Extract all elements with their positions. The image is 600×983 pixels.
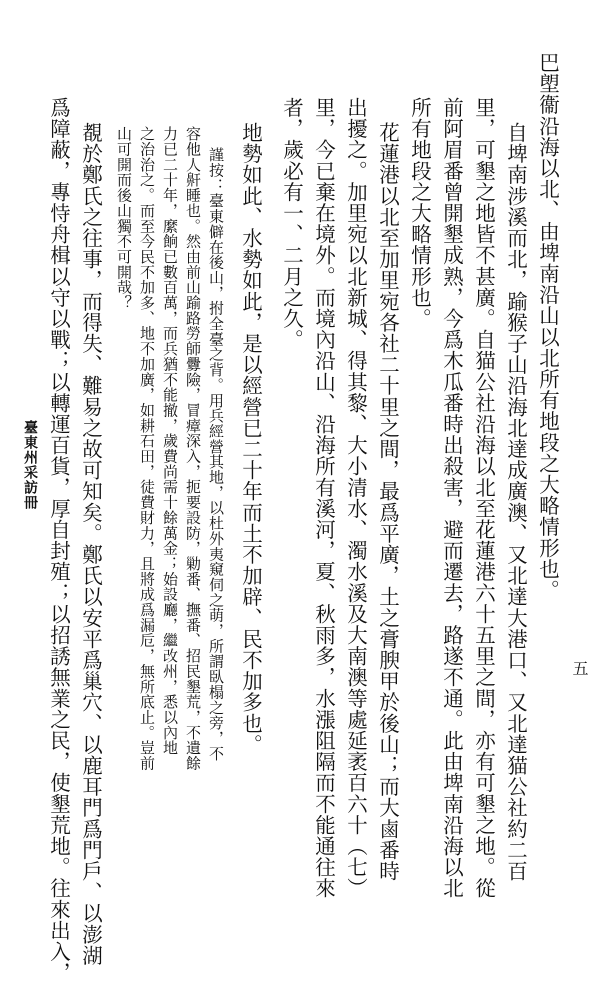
text-column: 巴塱衞沿海以北、由埤南沿山以北所有地段之大略情形也。: [535, 52, 560, 601]
text-column: 地勢如此、水勢如此，是以經營已二十年而土不加辟、民不加多也。: [238, 122, 263, 755]
note-column: 容他人鼾睡也。然由前山踰路勞師釁險，冒瘴深入，扼要設防，勦番、撫番、招民墾荒，不遺餘: [184, 126, 202, 771]
note-column: 之治治之。而至今民不加多、地不加廣，如耕石田，徒費財力，且將成爲漏卮，無所底止。豈前: [138, 126, 156, 771]
note-column: 山可開而後山獨不可開哉？: [115, 126, 133, 311]
text-column: 里，今已棄在境外。而境內沿山、沿海所有溪河，夏、秋雨多，水漲阻隔而不能通往來: [311, 97, 336, 899]
text-column: 所有地段之大略情形也。: [407, 97, 432, 330]
note-column: 力已二十年，縻餉已數百萬，而兵猶不能撤，歲費尚需十餘萬金；始設廳，繼改州，悉以內地: [161, 126, 179, 756]
text-column: 覩於鄭氏之往事，而得失、難易之故可知矣。鄭氏以安平爲巢穴、以鹿耳門爲門戶、以澎湖: [78, 122, 103, 966]
text-column: 者，歲必有一、二月之久。: [279, 97, 304, 351]
text-column: 花蓮港以北至加里宛各社二十里之間，最爲平廣，土之膏腴甲於後山；而大鹵番時: [375, 122, 400, 882]
page-number: 五: [570, 660, 589, 676]
text-column: 出擾之。加里宛以北新城、得其黎、大小清水、濁水溪及大南澳等處延袤百六十（七）: [343, 97, 368, 899]
text-column: 爲障蔽，專恃舟楫以守以戰；以轉運百貨，厚自封殖；以招誘無業之民，使墾荒地。往來出入，: [46, 97, 71, 983]
text-column: 自埤南涉溪而北，踰猴子山沿海北達成廣澳、又北達大港口、又北達猫公社約二百: [503, 122, 528, 882]
text-column: 前阿眉番曾開墾成熟，今爲木瓜番時出殺害，避而遷去，路遂不通。此由埤南沿海以北: [439, 97, 464, 899]
text-column: 里，可墾之地皆不甚廣。自猫公社沿海以北至花蓮港六十五里之間，亦有可墾之地。從: [471, 97, 496, 899]
running-header: 臺東州采訪冊: [22, 420, 38, 510]
note-column: 謹按：臺東僻在後山，拊全臺之背。用兵經營其地，以杜外夷窺伺之萌，所謂臥榻之旁，不: [207, 147, 225, 761]
